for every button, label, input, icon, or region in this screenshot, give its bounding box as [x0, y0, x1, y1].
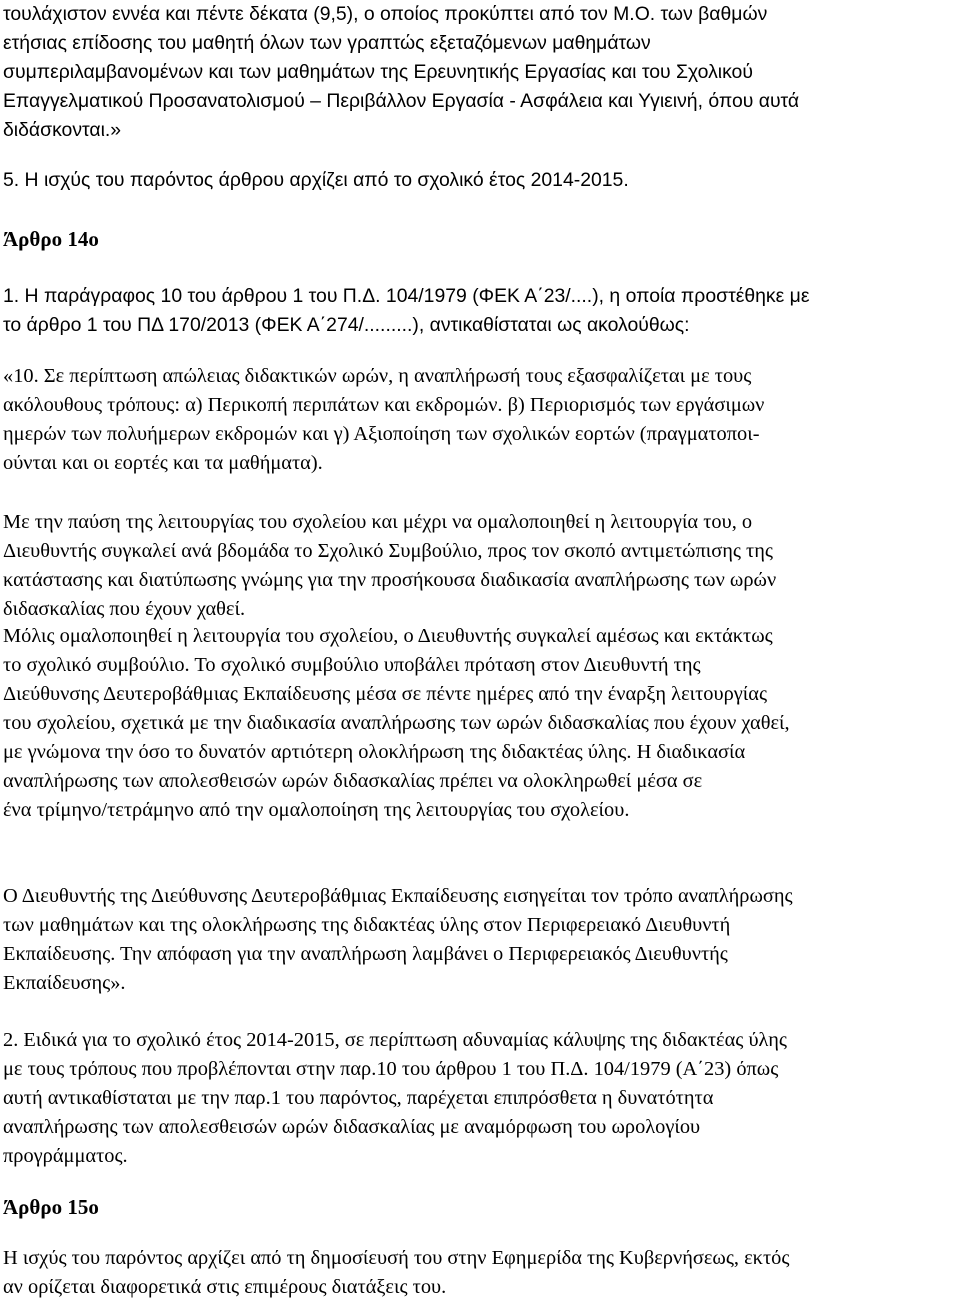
text-line: κατάστασης και διατύπωσης γνώμης για την προσήκουσα διαδικασία αναπλήρωσης των ωρών	[3, 569, 777, 591]
text-line: αναπλήρωσης των απολεσθεισών ωρών διδασκαλίας με αναμόρφωση του ωρολογίου	[3, 1116, 701, 1138]
text-line: Διεύθυνσης Δευτεροβάθμιας Εκπαίδευσης μέσα σε πέντε ημέρες από την έναρξη λειτουργίας	[3, 683, 768, 705]
article-14-paragraph-1	[3, 282, 958, 340]
text-line: το άρθρο 1 του ΠΔ 170/2013 (ΦΕΚ Α΄274/.........), αντικαθίσταται ως ακολούθως:	[3, 314, 690, 336]
text-line: Εκπαίδευσης. Την απόφαση για την αναπλήρωση λαμβάνει ο Περιφερειακός Διευθυντής	[3, 943, 728, 965]
text-line: Η ισχύς του παρόντος αρχίζει από τη δημοσίευσή του στην Εφημερίδα της Κυβερνήσεως, εκτός	[3, 1247, 790, 1269]
text-line: των μαθημάτων και της ολοκλήρωσης της διδακτέας ύλης στον Περιφερειακό Διευθυντή	[3, 914, 731, 936]
text-line: του σχολείου, σχετικά με την διαδικασία αναπλήρωσης των ωρών διδασκαλίας που έχουν χαθεί,	[3, 712, 790, 734]
text-line: με τους τρόπους που προβλέπονται στην παρ.10 του άρθρου 1 του Π.Δ. 104/1979 (Α΄23) όπως	[3, 1058, 779, 1080]
item-5-paragraph	[3, 166, 958, 195]
text-line: αναπλήρωσης των απολεσθεισών ωρών διδασκαλίας πρέπει να ολοκληρωθεί μέσα σε	[3, 770, 703, 792]
text-line: 2. Ειδικά για το σχολικό έτος 2014-2015, σε περίπτωση αδυναμίας κάλυψης της διδακτέας ύλης	[3, 1029, 788, 1051]
normalisation-paragraph	[3, 622, 958, 825]
article-15-paragraph	[3, 1244, 958, 1302]
text-line: 5. Η ισχύς του παρόντος άρθρου αρχίζει από το σχολικό έτος 2014-2015.	[3, 169, 629, 191]
closure-paragraph	[3, 508, 958, 624]
text-line: ούνται και οι εορτές και τα μαθήματα).	[3, 452, 323, 474]
text-line: με γνώμονα την όσο το δυνατόν αρτιότερη ολοκλήρωση της διδακτέας ύλης. Η διαδικασία	[3, 741, 746, 763]
text-line: αν ορίζεται διαφορετικά στις επιμέρους διατάξεις του.	[3, 1276, 447, 1298]
text-line: Εκπαίδευσης».	[3, 972, 126, 994]
quoted-paragraph-10	[3, 362, 958, 478]
text-line: ακόλουθους τρόπους: α) Περικοπή περιπάτων και εκδρομών. β) Περιορισμός των εργάσιμων	[3, 394, 765, 416]
text-line: ετήσιας επίδοσης του μαθητή όλων των γραπτώς εξεταζόμενων μαθημάτων	[3, 32, 651, 54]
text-line: Με την παύση της λειτουργίας του σχολείου και μέχρι να ομαλοποιηθεί η λειτουργία του, ο	[3, 511, 753, 533]
text-line: ένα τρίμηνο/τετράμηνο από την ομαλοποίηση της λειτουργίας του σχολείου.	[3, 799, 630, 821]
article-14-heading: Άρθρο 14ο	[3, 227, 99, 251]
text-line: το σχολικό συμβούλιο. Το σχολικό συμβούλιο υποβάλει πρόταση στον Διευθυντή της	[3, 654, 701, 676]
text-line: Μόλις ομαλοποιηθεί η λειτουργία του σχολείου, ο Διευθυντής συγκαλεί αμέσως και εκτάκτως	[3, 625, 773, 647]
text-line: διδασκαλίας που έχουν χαθεί.	[3, 598, 246, 620]
text-line: διδάσκονται.»	[3, 119, 122, 141]
text-line: αυτή αντικαθίσταται με την παρ.1 του παρόντος, παρέχεται επιπρόσθετα η δυνατότητα	[3, 1087, 714, 1109]
director-paragraph	[3, 882, 958, 998]
text-line: 1. Η παράγραφος 10 του άρθρου 1 του Π.Δ. 104/1979 (ΦΕΚ Α΄23/....), η οποία προστέθηκε με	[3, 285, 810, 307]
text-line: Επαγγελματικού Προσανατολισμού – Περιβάλλον Εργασία - Ασφάλεια και Υγιεινή, όπου αυτά	[3, 90, 800, 112]
text-line: τουλάχιστον εννέα και πέντε δέκατα (9,5), ο οποίος προκύπτει από τον Μ.Ο. των βαθμών	[3, 3, 768, 25]
text-line: προγράμματος.	[3, 1145, 128, 1167]
continuation-paragraph	[3, 0, 958, 145]
article-14-paragraph-2	[3, 1026, 958, 1171]
text-line: «10. Σε περίπτωση απώλειας διδακτικών ωρών, η αναπλήρωσή τους εξασφαλίζεται με τους	[3, 365, 752, 387]
text-line: Διευθυντής συγκαλεί ανά βδομάδα το Σχολικό Συμβούλιο, προς τον σκοπό αντιμετώπισης της	[3, 540, 773, 562]
text-line: Ο Διευθυντής της Διεύθυνσης Δευτεροβάθμιας Εκπαίδευσης εισηγείται τον τρόπο αναπλήρωσης	[3, 885, 793, 907]
article-15-heading: Άρθρο 15ο	[3, 1195, 99, 1219]
text-line: ημερών των πολυήμερων εκδρομών και γ) Αξιοποίηση των σχολικών εορτών (πραγματοποι-	[3, 423, 760, 445]
text-line: συμπεριλαμβανομένων και των μαθημάτων της Ερευνητικής Εργασίας και του Σχολικού	[3, 61, 753, 83]
